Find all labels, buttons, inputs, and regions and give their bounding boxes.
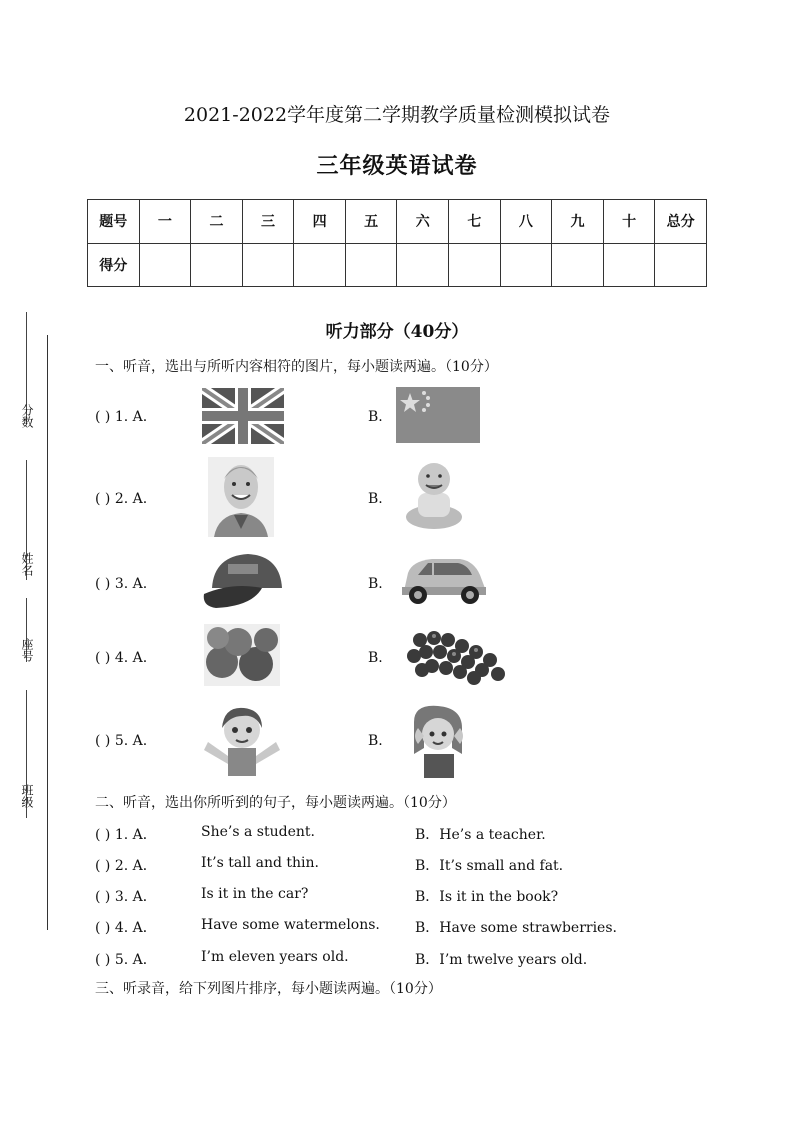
score-cell[interactable] [449,243,501,287]
score-cell[interactable] [655,243,707,287]
score-cell[interactable] [603,243,655,287]
apples-image [204,624,280,686]
part2-item-1-b: B．He’s a teacher. [415,827,546,843]
part1-item-1-b: B. [368,409,383,425]
part2-item-3-num: ( ) 3. A． [95,889,157,905]
part1-item-2-num: ( ) 2. A. [95,491,148,507]
part2-item-5-num: ( ) 5. A． [95,952,157,968]
car-image [398,553,488,607]
baby-image [400,457,468,533]
binding-line [47,335,48,930]
part2-item-1-a: She’s a student. [201,824,315,840]
exam-subtitle: 三年级英语试卷 [316,153,478,179]
score-header-cell: 一 [139,200,191,244]
part1-item-5-b: B. [368,733,383,749]
part1-item-4-b: B. [368,650,383,666]
part2-item-4-b: B．Have some strawberries. [415,920,617,936]
score-header-cell: 题号 [88,200,140,244]
exam-title: 2021-2022学年度第二学期教学质量检测模拟试卷 [183,104,611,126]
part1-item-1-num: ( ) 1. A. [95,409,148,425]
part1-item-2-b: B. [368,491,383,507]
part2-instruction: 二、听音，选出你所听到的句子，每小题读两遍。（10分） [95,795,456,811]
part2-item-2-num: ( ) 2. A． [95,858,157,874]
score-header-cell: 总分 [655,200,707,244]
score-header-cell: 十 [603,200,655,244]
score-cell[interactable] [397,243,449,287]
score-header-cell: 五 [345,200,397,244]
side-label-seat: 座号 [20,638,34,662]
china-flag-image [396,387,480,443]
part1-item-5-num: ( ) 5. A. [95,733,148,749]
part1-instruction: 一、听音，选出与所听内容相符的图片，每小题读两遍。（10分） [95,359,498,375]
cap-image [202,548,286,610]
girl-image [404,704,474,778]
part2-item-1-num: ( ) 1. A． [95,827,157,843]
score-cell[interactable] [294,243,346,287]
score-cell[interactable] [345,243,397,287]
score-header-cell: 四 [294,200,346,244]
part2-item-5-a: I’m eleven years old. [201,949,349,965]
old-man-image [208,457,274,537]
section-title: 听力部分（40分） [325,322,469,342]
part2-item-3-a: Is it in the car? [201,886,309,902]
boy-image [202,702,282,776]
part2-item-5-b: B．I’m twelve years old. [415,952,588,968]
score-header-cell: 八 [500,200,552,244]
score-header-cell: 三 [242,200,294,244]
side-label-score: 分数 [20,404,34,428]
part1-item-4-num: ( ) 4. A. [95,650,148,666]
score-header-cell: 六 [397,200,449,244]
score-header-cell: 二 [191,200,243,244]
score-header-cell: 九 [552,200,604,244]
score-cell[interactable] [139,243,191,287]
score-table-header-row [88,200,707,244]
part2-item-2-b: B．It’s small and fat. [415,858,564,874]
part2-item-2-a: It’s tall and thin. [201,855,319,871]
part3-instruction: 三、听录音，给下列图片排序，每小题读两遍。（10分） [95,981,442,997]
part2-item-4-a: Have some watermelons. [201,917,380,933]
side-label-name: 姓名 [20,552,34,576]
uk-flag-image [202,388,284,444]
grapes-image [402,626,508,688]
side-label-class: 班级 [20,784,34,808]
score-cell[interactable] [242,243,294,287]
part2-item-3-b: B．Is it in the book? [415,889,559,905]
score-table-score-row [88,243,707,287]
score-row-label: 得分 [88,243,140,287]
part1-item-3-num: ( ) 3. A. [95,576,148,592]
part2-item-4-num: ( ) 4. A． [95,920,157,936]
score-header-cell: 七 [449,200,501,244]
part1-item-3-b: B. [368,576,383,592]
score-cell[interactable] [191,243,243,287]
score-cell[interactable] [552,243,604,287]
score-cell[interactable] [500,243,552,287]
score-table [87,199,707,287]
